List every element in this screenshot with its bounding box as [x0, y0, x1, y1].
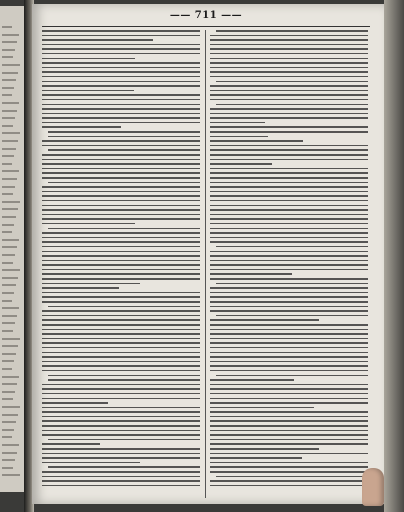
text-line: [210, 200, 368, 202]
text-line: [42, 361, 200, 363]
text-line: [42, 453, 200, 455]
previous-page-text-line: [2, 322, 15, 324]
text-line: [210, 140, 303, 142]
text-line: [210, 44, 368, 46]
text-line: [42, 264, 200, 266]
text-line: [42, 195, 200, 197]
text-line: [216, 283, 368, 285]
text-line: [42, 370, 200, 372]
text-line: [210, 168, 368, 170]
column-divider: [205, 30, 206, 498]
text-line: [210, 384, 368, 386]
text-line: [210, 154, 368, 156]
text-line: [210, 411, 368, 413]
text-line: [210, 324, 368, 326]
text-line: [42, 420, 200, 422]
text-line: [42, 58, 135, 60]
text-line: [216, 375, 368, 377]
text-line: [210, 218, 368, 220]
text-line: [42, 39, 153, 41]
text-line: [210, 191, 368, 193]
text-line: [48, 439, 200, 441]
text-line: [210, 58, 368, 60]
text-line: [210, 131, 368, 133]
text-line: [42, 81, 200, 83]
previous-page-text-line: [2, 102, 19, 104]
text-line: [210, 186, 368, 188]
text-line: [210, 457, 302, 459]
text-line: [42, 457, 200, 459]
text-line: [210, 319, 319, 321]
previous-page-text-line: [2, 254, 15, 256]
text-line: [42, 342, 200, 344]
text-line: [210, 329, 368, 331]
text-line: [42, 310, 200, 312]
text-line: [210, 342, 368, 344]
previous-page-text-line: [2, 262, 13, 264]
text-line: [210, 361, 368, 363]
text-line: [42, 260, 200, 262]
text-line: [210, 443, 368, 445]
text-line: [42, 200, 200, 202]
previous-page-text-line: [2, 163, 12, 165]
previous-page-text-line: [2, 34, 19, 36]
text-line: [210, 398, 368, 400]
text-line: [42, 177, 200, 179]
previous-page-text-line: [2, 368, 12, 370]
text-line: [42, 44, 200, 46]
previous-page-text-line: [2, 178, 17, 180]
text-line: [210, 99, 368, 101]
previous-page-text-line: [2, 49, 15, 51]
text-line: [48, 466, 200, 468]
text-line: [42, 126, 121, 128]
text-line: [42, 168, 200, 170]
text-line: [42, 301, 200, 303]
text-line: [42, 237, 200, 239]
text-line: [42, 163, 200, 165]
text-line: [210, 159, 368, 161]
text-line: [42, 434, 200, 436]
previous-page-text-line: [2, 224, 14, 226]
text-line: [42, 62, 200, 64]
text-line: [210, 205, 368, 207]
text-line: [210, 292, 368, 294]
text-line: [42, 384, 200, 386]
previous-page-text-line: [2, 459, 15, 461]
text-line: [48, 375, 200, 377]
previous-page-text-line: [2, 26, 12, 28]
text-line: [210, 448, 319, 450]
book-page: [32, 4, 384, 504]
text-line: [42, 48, 200, 50]
text-line: [48, 182, 200, 184]
text-line: [42, 476, 200, 478]
previous-page-text-line: [2, 216, 16, 218]
text-line: [42, 333, 200, 335]
previous-page-text-line: [2, 292, 14, 294]
text-line: [210, 420, 368, 422]
text-line: [42, 99, 200, 101]
previous-page-text-line: [2, 338, 20, 340]
previous-page-text-line: [2, 87, 14, 89]
text-line: [42, 319, 200, 321]
text-line: [210, 145, 368, 147]
text-line: [42, 283, 140, 285]
text-line: [210, 177, 368, 179]
page-number: —— 711 ——: [169, 10, 243, 21]
text-line: [210, 71, 368, 73]
previous-page-text-line: [2, 269, 20, 271]
text-line: [42, 329, 200, 331]
text-line: [42, 287, 119, 289]
text-line: [42, 205, 200, 207]
text-line: [210, 278, 368, 280]
previous-page-text-line: [2, 398, 13, 400]
text-line: [210, 214, 368, 216]
text-line: [42, 104, 200, 106]
text-line: [210, 273, 292, 275]
previous-page-text-line: [2, 117, 15, 119]
text-line: [210, 301, 368, 303]
text-line: [42, 347, 200, 349]
text-line: [42, 480, 200, 482]
text-line: [42, 356, 200, 358]
text-line: [210, 430, 368, 432]
previous-page-text-line: [2, 148, 16, 150]
previous-page-text-line: [2, 300, 12, 302]
text-line: [42, 241, 200, 243]
text-line: [42, 71, 200, 73]
text-line: [210, 255, 368, 257]
text-line: [216, 315, 368, 317]
text-line: [210, 269, 368, 271]
text-line: [210, 209, 368, 211]
text-line: [42, 191, 200, 193]
previous-page-text-line: [2, 110, 17, 112]
text-line: [42, 296, 200, 298]
previous-page-text-line: [2, 208, 18, 210]
text-line: [42, 393, 200, 395]
text-line: [42, 209, 200, 211]
text-line: [210, 425, 368, 427]
text-line: [216, 104, 368, 106]
text-line: [210, 485, 368, 487]
reader-thumb: [362, 468, 384, 506]
text-line: [42, 223, 135, 225]
previous-page-text-line: [2, 383, 17, 385]
text-line: [210, 223, 368, 225]
text-line: [42, 407, 200, 409]
text-column-right: [210, 30, 368, 500]
text-line: [42, 85, 200, 87]
text-line: [210, 310, 368, 312]
text-line: [42, 315, 200, 317]
text-line: [210, 306, 368, 308]
text-line: [210, 296, 368, 298]
text-line: [42, 398, 200, 400]
text-line: [42, 324, 200, 326]
text-line: [42, 443, 100, 445]
text-line: [210, 338, 368, 340]
text-line: [42, 251, 200, 253]
text-line: [210, 108, 368, 110]
previous-page-text-line: [2, 64, 20, 66]
previous-page-text-line: [2, 277, 18, 279]
text-line: [42, 94, 200, 96]
text-line: [48, 306, 200, 308]
text-line: [210, 228, 368, 230]
text-line: [210, 113, 368, 115]
text-line: [48, 149, 200, 151]
text-line: [216, 476, 368, 478]
text-line: [210, 347, 368, 349]
text-line: [210, 370, 368, 372]
text-line: [210, 149, 368, 151]
previous-page-text-line: [2, 429, 14, 431]
previous-page-text-line: [2, 94, 12, 96]
previous-page-text-line: [2, 345, 18, 347]
text-line: [210, 407, 314, 409]
text-line: [42, 416, 200, 418]
text-line: [210, 287, 368, 289]
text-line: [210, 76, 368, 78]
text-line: [216, 30, 368, 32]
text-line: [210, 94, 368, 96]
text-line: [210, 90, 368, 92]
previous-page-text-line: [2, 467, 13, 469]
text-line: [42, 485, 200, 487]
text-line: [48, 136, 200, 138]
text-line: [42, 232, 200, 234]
text-column-left: [42, 30, 200, 500]
previous-page-text-line: [2, 79, 16, 81]
text-line: [42, 113, 200, 115]
text-line: [210, 195, 368, 197]
text-line: [210, 251, 368, 253]
text-line: [42, 448, 200, 450]
text-line: [42, 159, 200, 161]
text-line: [210, 48, 368, 50]
text-line: [42, 338, 200, 340]
text-line: [42, 90, 134, 92]
text-line: [42, 53, 200, 55]
text-line: [216, 81, 368, 83]
previous-page-text-line: [2, 155, 14, 157]
text-line: [210, 365, 368, 367]
text-line: [42, 246, 200, 248]
text-line: [42, 122, 200, 124]
previous-page-text-line: [2, 246, 17, 248]
text-line: [42, 140, 200, 142]
previous-page-text-line: [2, 56, 13, 58]
previous-page-edge: [0, 6, 25, 492]
text-line: [210, 480, 368, 482]
previous-page-text-line: [2, 41, 17, 43]
text-line: [42, 30, 200, 32]
text-line: [210, 466, 368, 468]
previous-page-text-line: [2, 315, 17, 317]
text-line: [210, 237, 368, 239]
text-line: [210, 182, 368, 184]
text-line: [42, 292, 200, 294]
previous-page-text-line: [2, 284, 16, 286]
previous-page-text-line: [2, 201, 20, 203]
text-line: [210, 67, 368, 69]
previous-page-text-line: [2, 444, 19, 446]
previous-page-text-line: [2, 72, 18, 74]
text-line: [42, 352, 200, 354]
previous-page-text-line: [2, 406, 20, 408]
text-line: [210, 333, 368, 335]
page-stack-edge: [384, 0, 404, 512]
text-line: [48, 379, 200, 381]
text-line: [210, 136, 268, 138]
text-line: [42, 76, 200, 78]
previous-page-text-line: [2, 436, 12, 438]
text-line: [210, 126, 368, 128]
text-line: [210, 439, 368, 441]
previous-page-text-line: [2, 376, 19, 378]
text-line: [210, 53, 368, 55]
previous-page-text-line: [2, 132, 20, 134]
text-line: [42, 388, 200, 390]
previous-page-text-line: [2, 474, 20, 476]
text-line: [42, 411, 200, 413]
text-line: [210, 471, 368, 473]
previous-page-text-line: [2, 170, 19, 172]
text-line: [48, 131, 200, 133]
text-line: [42, 117, 200, 119]
text-line: [42, 402, 108, 404]
text-line: [210, 260, 368, 262]
previous-page-text-line: [2, 414, 18, 416]
previous-page-text-line: [2, 452, 17, 454]
previous-page-text-line: [2, 186, 15, 188]
text-line: [210, 122, 265, 124]
text-line: [42, 108, 200, 110]
text-line: [210, 85, 368, 87]
previous-page-text-line: [2, 330, 13, 332]
text-line: [210, 352, 368, 354]
text-line: [42, 273, 200, 275]
text-line: [42, 218, 200, 220]
text-line: [210, 264, 368, 266]
text-line: [210, 388, 368, 390]
text-line: [210, 62, 368, 64]
text-line: [42, 186, 200, 188]
previous-page-text-line: [2, 421, 16, 423]
text-line: [210, 462, 368, 464]
text-line: [42, 172, 200, 174]
text-line: [42, 269, 200, 271]
text-line: [210, 356, 368, 358]
text-line: [210, 172, 368, 174]
text-line: [42, 154, 200, 156]
text-line: [42, 462, 140, 464]
text-line: [210, 393, 368, 395]
text-line: [42, 278, 200, 280]
previous-page-text-line: [2, 140, 18, 142]
page-header: [42, 10, 370, 24]
text-line: [216, 246, 368, 248]
text-line: [210, 241, 368, 243]
text-line: [210, 35, 368, 37]
previous-page-text-line: [2, 307, 19, 309]
text-line: [42, 430, 200, 432]
text-line: [42, 67, 200, 69]
previous-page-text-line: [2, 193, 13, 195]
header-rule: [42, 26, 370, 27]
text-line: [42, 255, 200, 257]
text-line: [210, 117, 368, 119]
previous-page-text-line: [2, 391, 15, 393]
text-line: [210, 434, 368, 436]
previous-page-text-line: [2, 231, 12, 233]
text-line: [210, 232, 368, 234]
text-line: [42, 425, 200, 427]
text-line: [210, 163, 272, 165]
text-line: [42, 145, 200, 147]
text-line: [48, 228, 200, 230]
text-line: [210, 402, 368, 404]
text-line: [42, 35, 200, 37]
text-line: [210, 379, 294, 381]
text-line: [210, 416, 368, 418]
previous-page-text-line: [2, 360, 14, 362]
previous-page-text-line: [2, 353, 16, 355]
text-line: [210, 39, 368, 41]
text-line: [42, 471, 200, 473]
previous-page-text-line: [2, 125, 13, 127]
previous-page-text-line: [2, 239, 19, 241]
text-line: [210, 453, 368, 455]
text-line: [42, 214, 200, 216]
text-line: [42, 365, 200, 367]
